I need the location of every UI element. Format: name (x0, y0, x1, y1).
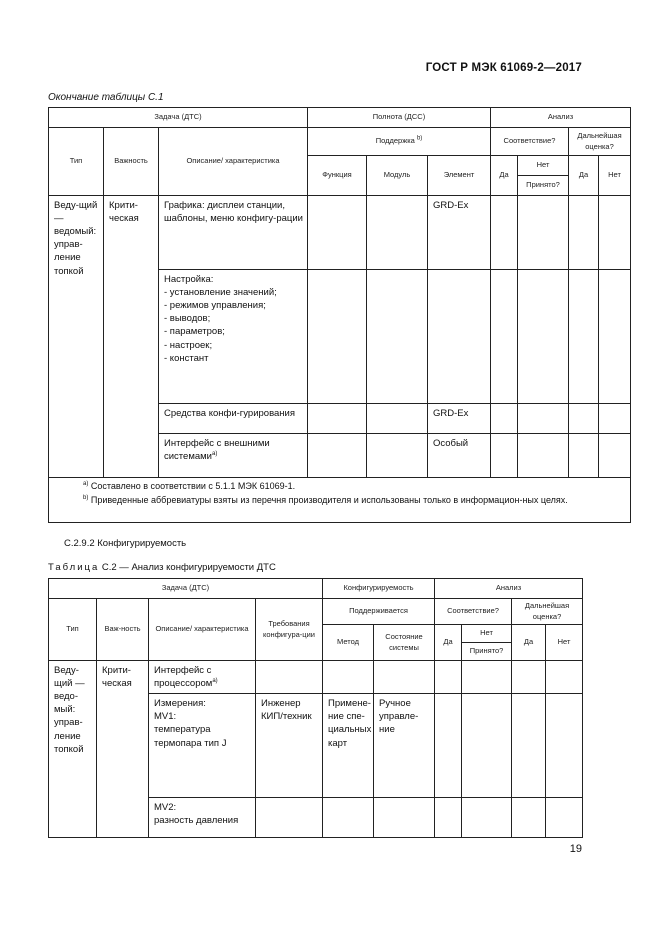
yes-header: Да (435, 625, 462, 661)
description-cell: MV2: разность давления (149, 798, 256, 838)
importance-cell: Крити-ческая (104, 196, 159, 478)
description-cell: Графика: дисплеи станции, шаблоны, меню конфигу-рации (159, 196, 308, 270)
analysis-header: Анализ (491, 108, 631, 128)
no-header: Нет (518, 156, 569, 176)
table-c2 (48, 578, 583, 838)
further-header: Дальнейшая оценка? (512, 599, 583, 625)
accepted-header: Принято? (518, 176, 569, 196)
importance-header: Важ-ность (97, 599, 149, 661)
further-yes-header: Да (569, 156, 599, 196)
yes-header: Да (491, 156, 518, 196)
no-header: Нет (462, 625, 512, 643)
element-cell: GRD-Ex (428, 196, 491, 270)
description-cell (159, 270, 308, 404)
further-yes-header: Да (512, 625, 546, 661)
task-header: Задача (ДТС) (49, 108, 308, 128)
further-no-header: Нет (546, 625, 583, 661)
requirements-header: Требования конфигура-ции (256, 599, 323, 661)
state-cell: Ручное управле-ние (374, 694, 435, 798)
description-cell: Средства конфи-гурирования (159, 404, 308, 434)
table-c1 (48, 107, 631, 523)
element-cell: Особый (428, 434, 491, 478)
list-item: - параметров; (164, 326, 225, 338)
element-header: Элемент (428, 156, 491, 196)
importance-header: Важность (104, 128, 159, 196)
table-notes (49, 478, 631, 523)
further-header: Дальнейшая оценка? (569, 128, 631, 156)
list-item: - констант (164, 352, 209, 364)
type-cell: Веду-щий — ведо-мый: управ-ление топкой (49, 661, 97, 838)
description-header: Описание/ характеристика (159, 128, 308, 196)
standard-header: ГОСТ Р МЭК 61069-2—2017 (425, 62, 582, 74)
completeness-header: Полнота (ДСС) (308, 108, 491, 128)
list-item: - выводов; (164, 313, 211, 325)
method-header: Метод (323, 625, 374, 661)
module-header: Модуль (367, 156, 428, 196)
list-title: Настройка: (164, 274, 214, 285)
configurability-header: Конфигурируемость (323, 579, 435, 599)
function-header: Функция (308, 156, 367, 196)
description-cell: Интерфейс с внешними системами$^{a)}$ (159, 434, 308, 478)
type-cell: Веду-щий — ведомый: управ-ление топкой (49, 196, 104, 478)
conformity-header: Соответствие? (435, 599, 512, 625)
list-item: - установление значений; (164, 287, 277, 299)
importance-cell: Крити-ческая (97, 661, 149, 838)
element-cell: GRD-Ex (428, 404, 491, 434)
state-header: Состояние системы (374, 625, 435, 661)
description-cell: Интерфейс с процессором$^{a)}$ (149, 661, 256, 694)
section-heading: С.2.9.2 Конфигурируемость (64, 538, 187, 549)
page-number: 19 (569, 843, 582, 855)
accepted-header: Принято? (462, 643, 512, 661)
task-header: Задача (ДТС) (49, 579, 323, 599)
note-a: $^{a)}$ Составлено в соответствии с 5.1.1 МЭК 61069-1. (83, 481, 296, 491)
type-header: Тип (49, 128, 104, 196)
table2-caption: Таблица С.2 — Анализ конфигурируемости ДТС (48, 562, 276, 573)
description-cell: Измерения: MV1: температура термопара тип J (149, 694, 256, 798)
method-cell: Примене-ние спе-циальных карт (323, 694, 374, 798)
conformity-header: Соответствие? (491, 128, 569, 156)
element-cell (428, 270, 491, 404)
list-item: - режимов управления; (164, 300, 266, 312)
table1-caption: Окончание таблицы С.1 (48, 92, 164, 103)
description-header: Описание/ характеристика (149, 599, 256, 661)
further-no-header: Нет (599, 156, 631, 196)
note-b: $^{b)}$ Приведенные аббревиатуры взяты из перечня производителя и использованы только в информацион-ных целях. (83, 494, 568, 505)
type-header: Тип (49, 599, 97, 661)
support-header: Поддержка $^{b)}$ (308, 128, 491, 156)
analysis-header: Анализ (435, 579, 583, 599)
supported-header: Поддерживается (323, 599, 435, 625)
list-item: - настроек; (164, 339, 213, 351)
requirements-cell: Инженер КИП/техник (256, 694, 323, 798)
